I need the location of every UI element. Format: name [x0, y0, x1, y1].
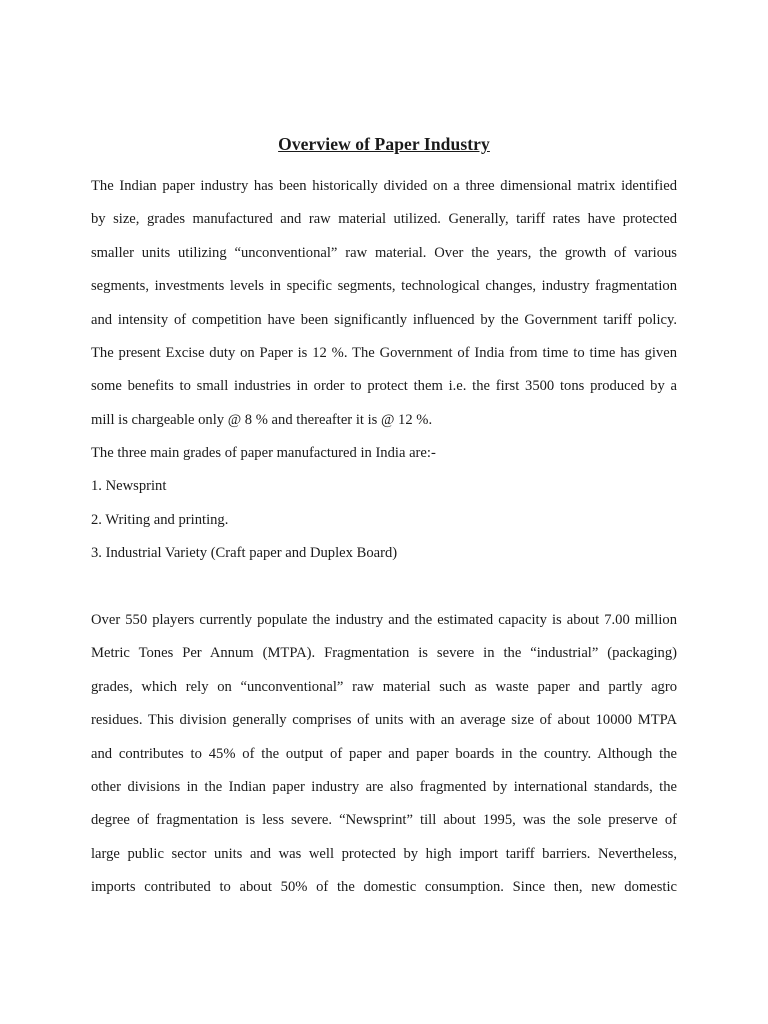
document-title: Overview of Paper Industry	[278, 134, 490, 154]
paragraph-1	[91, 170, 677, 437]
paragraph-2	[91, 604, 677, 905]
paragraph-2-line: and contributes to 45% of the output of paper and paper boards in the country. Although the	[91, 745, 677, 762]
paragraph-1-line: by size, grades manufactured and raw material utilized. Generally, tariff rates have protected	[91, 211, 677, 228]
grades-section	[91, 437, 677, 571]
paragraph-1-line: The Indian paper industry has been historically divided on a three dimensional matrix identified	[91, 178, 677, 194]
paragraph-1-line: segments, investments levels in specific segments, technological changes, industry fragmentation	[91, 278, 677, 295]
grade-item-newsprint: 1. Newsprint	[91, 478, 167, 495]
paragraph-2-line: grades, which rely on “unconventional” raw material such as waste paper and partly agro	[91, 678, 677, 695]
paragraph-2-line: residues. This division generally comprises of units with an average size of about 10000 MTPA	[91, 712, 677, 729]
grade-item-writing-printing: 2. Writing and printing.	[91, 511, 229, 528]
paragraph-1-line: mill is chargeable only @ 8 % and thereafter it is @ 12 %.	[91, 411, 433, 428]
paragraph-1-line: and intensity of competition have been significantly influenced by the Government tariff policy.	[91, 311, 677, 328]
paragraph-1-line: smaller units utilizing “unconventional” raw material. Over the years, the growth of various	[91, 244, 677, 261]
paragraph-2-line: other divisions in the Indian paper industry are also fragmented by international standards, the	[91, 779, 677, 796]
paragraph-2-line: imports contributed to about 50% of the domestic consumption. Since then, new domestic	[91, 879, 677, 896]
paragraph-1-line: The present Excise duty on Paper is 12 %. The Government of India from time to time has given	[91, 345, 677, 362]
paragraph-2-line: large public sector units and was well protected by high import tariff barriers. Nevertheless,	[91, 845, 677, 862]
grade-item-industrial: 3. Industrial Variety (Craft paper and Duplex Board)	[91, 545, 398, 562]
paragraph-2-line: Over 550 players currently populate the industry and the estimated capacity is about 7.00 million	[91, 612, 677, 628]
grades-intro: The three main grades of paper manufactured in India are:-	[91, 445, 436, 461]
paragraph-1-line: some benefits to small industries in order to protect them i.e. the first 3500 tons produced by a	[91, 378, 677, 395]
paragraph-2-line: Metric Tones Per Annum (MTPA). Fragmentation is severe in the “industrial” (packaging)	[91, 645, 677, 662]
paragraph-2-line: degree of fragmentation is less severe. “Newsprint” till about 1995, was the sole preserve of	[91, 812, 677, 829]
